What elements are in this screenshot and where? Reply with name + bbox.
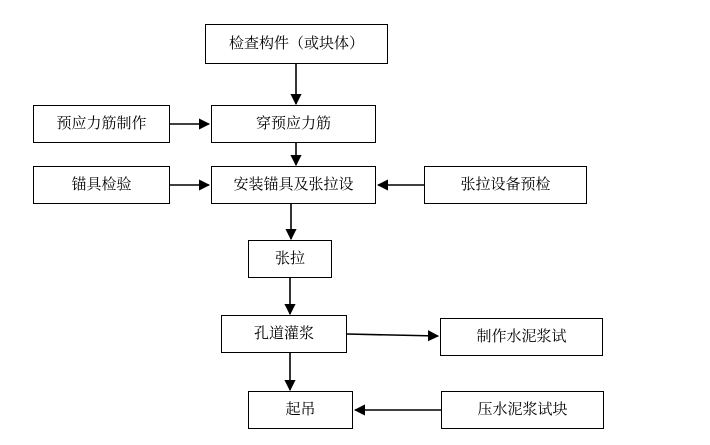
node-label: 制作水泥浆试 [476,327,567,345]
connector-grout-to-sample [347,334,438,336]
node-install-anchorage-and-tension-device[interactable] [211,166,376,204]
node-label: 安装锚具及张拉设 [233,175,354,193]
node-label: 预应力筋制作 [56,114,147,132]
node-label: 起吊 [285,400,316,418]
node-tension-equipment-precheck[interactable] [424,166,587,204]
node-label: 张拉 [274,249,305,267]
node-thread-prestress-tendon[interactable] [211,105,376,143]
node-label: 锚具检验 [71,175,132,193]
node-lifting[interactable] [248,391,353,429]
node-tensioning[interactable] [248,240,332,278]
node-label: 张拉设备预检 [460,175,551,193]
node-make-cement-grout-specimen[interactable] [440,318,603,356]
node-label: 压水泥浆试块 [477,400,568,418]
node-duct-grouting[interactable] [221,315,347,353]
node-anchorage-inspection[interactable] [33,166,170,204]
node-label: 孔道灌浆 [253,324,314,342]
node-prestress-tendon-fabrication[interactable] [33,105,170,143]
node-cement-grout-test-block[interactable] [441,391,604,429]
node-label: 检查构件（或块体） [228,34,364,52]
node-check-component[interactable] [205,24,388,64]
node-label: 穿预应力筋 [255,114,331,132]
